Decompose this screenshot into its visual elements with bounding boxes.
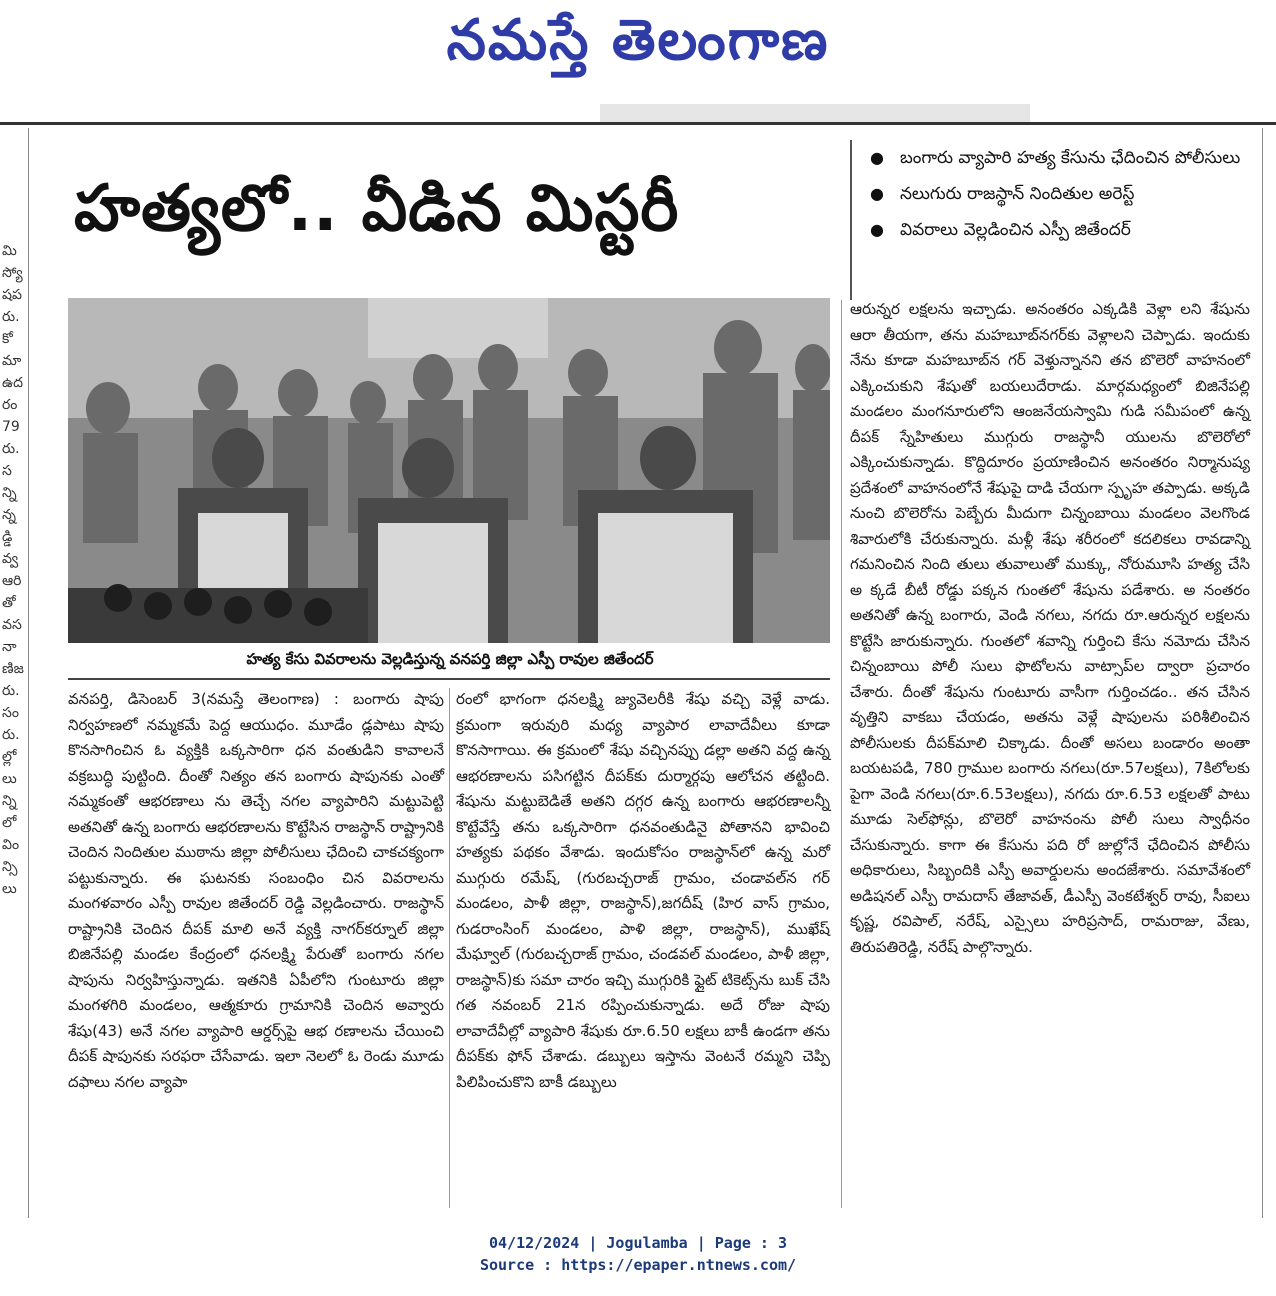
press-conference-photo xyxy=(68,298,830,643)
left-edge-fragment: సం xyxy=(2,705,19,721)
left-edge-fragment: న్సి xyxy=(2,859,18,875)
photo-caption: హత్య కేసు వివరాలను వెల్లడిస్తున్న వనపర్తి జిల్లా ఎస్పీ రావుల జితేందర్ xyxy=(246,650,654,668)
left-edge-fragment: ల్లో xyxy=(2,749,17,765)
bullet-icon: ● xyxy=(870,220,884,239)
left-edge-fragment: రు. xyxy=(2,441,20,457)
left-edge-text xyxy=(0,128,28,900)
footer-source-link[interactable]: Source : https://epaper.ntnews.com/ xyxy=(479,1256,797,1274)
left-edge-fragment: ణిజ xyxy=(2,661,24,677)
left-edge-fragment: రం xyxy=(2,397,18,413)
bullet-icon: ● xyxy=(870,148,884,167)
footer-date-edition: 04/12/2024 | Jogulamba | Page : 3 xyxy=(488,1234,787,1252)
right-column-fragment xyxy=(1262,128,1276,1218)
left-edge-fragment: స xyxy=(2,463,12,479)
caption-rule xyxy=(68,678,830,680)
left-edge-fragment: లు xyxy=(2,881,17,897)
left-edge-fragment: న్ని xyxy=(2,793,17,809)
masthead-rule xyxy=(0,122,1276,125)
left-edge-fragment: షప xyxy=(2,287,22,303)
left-edge-fragment: నా xyxy=(2,639,17,655)
article-paragraph: ఆరున్నర లక్షలను ఇచ్చాడు. అనంతరం ఎక్కడికి వెళ్లా లని శేషును ఆరా తీయగా, తను మహబూబ్‌నగర్‌కు వెళ్లాలని చెప్పాడు. ఇందుకు నేను కూడా మహబూబ్‌న గర్ వెళ్తున్నానని తన బొలెరో వాహనంలో ఎక్కించుకుని శేషుతో బయలుదేరాడు. మార్గమధ్యంలో బిజినేపల్లి మండలం మంగనూరులోని ఆంజనేయస్వామి గుడి సమీపంలో ఉన్న దీపక్ స్నేహితులు ముగ్గురు రాజస్థానీ యులను బొలెరోలో ఎక్కించుకున్నాడు. కొద్దిదూరం ప్రయాణించిన అనంతరం నిర్మానుష్య ప్రదేశంలో వాహనంలోనే శేషుపై దాడి చేయగా స్పృహ తప్పాడు. అక్కడి నుంచి బొలెరోను పెబ్బేరు మీదుగా చిన్నంబాయి మండలం వెలగొండ శివారులోకి చేరుకున్నారు. మళ్లీ శేషు శరీరంలో కదలికలు రావడాన్ని గమనించిన నింది తులు తువాలుతో ముక్కు, నోరుమూసి హత్య చేసి అ క్కడే బీటీ రోడ్డు పక్కన గుంతలో శేషును పడేశారు. అ నంతరం అతనితో ఉన్న బంగారు, వెండి నగలు, నగదు రూ.ఆరున్నర లక్షలను కొట్టేసి జారుకున్నారు. గుంతలో శవాన్ని గుర్తించి కేసు నమోదు చేసిన చిన్నంబాయి పోలీ సులు ఫొటోలను వాట్సాప్‌ల ద్వారా ప్రచారం చేశారు. దీంతో శేషును గుంటూరు వాసీగా గుర్తించడం.. తన చేసిన వృత్తిని వాకబు చేయడం, అతను వెళ్లే షాపులను పరిశీలించిన పోలీసులకు దీపక్‌మాలి చిక్కాడు. దీంతో అసలు బండారం అంతా బయటపడి, 780 గ్రాముల బంగారు నగలు(రూ.57లక్షలు), 7కిలోలకు పైగా వెండి నగలు(రూ.6.53లక్షలు), నగదు రూ.6.53 లక్షలతో పాటు మూడు సెల్‌ఫోన్లు, బొలెరో వాహనంను పోలీ సులు స్వాధీనం చేసుకున్నారు. కాగా ఈ కేసును పది రో జుల్లోనే ఛేదించిన పోలీసు అధికారులు, సిబ్బందికి ఎస్పీ అవార్డులను అందజేశారు. సమావేశంలో అడిషనల్ ఎస్పీ రామదాస్ తేజావత్, డీఎస్పీ వెంకటేశ్వర్ రావు, సీఐలు కృష్ణ, రవిపాల్, నరేష్, ఎస్సైలు హరిప్రసాద్, రామరాజు, వేణు, తిరుపతిరెడ్డి, నరేష్ పాల్గొన్నారు. xyxy=(850,300,1250,956)
article-paragraph: వనపర్తి, డిసెంబర్ 3(నమస్తే తెలంగాణ) : బంగారు షాపు నిర్వహణలో నమ్మకమే పెద్ద ఆయుధం. మూడేం డ్లపాటు షాపు కొనసాగించిన ఓ వ్యక్తికి ఒక్కసారిగా ధన వంతుడిని కావాలనే వక్రబుద్ధి పుట్టింది. దీంతో నిత్యం తన బంగారు షాపునకు ఎంతో నమ్మకంతో ఆభరణాలు ను తెచ్చే నగల వ్యాపారిని మట్టుపెట్టి అతనితో ఉన్న బంగారు ఆభరణాలను కొట్టేసిన రాజస్థాన్ రాష్ట్రానికి చెందిన నిందితుల ముఠాను జిల్లా పోలీసులు ఛేదించి చాకచక్యంగా పట్టుకున్నారు. ఈ ఘటనకు సంబంధిం చిన వివరాలను మంగళవారం ఎస్పీ రావుల జితేందర్ రెడ్డి వెల్లడించారు. రాజస్థాన్ రాష్ట్రానికి చెందిన దీపక్ మాలి అనే వ్యక్తి నాగర్‌కర్నూల్ జిల్లా బిజినేపల్లి మండల కేంద్రంలో ధనలక్ష్మి పేరుతో బంగారు నగల షాపును నిర్వహిస్తున్నాడు. ఇతనికి ఏపీలోని గుంటూరు జిల్లా మంగళగిరి మండలం, ఆత్మకూరు గ్రామానికి చెందిన అవ్వారు శేషు(43) అనే నగల వ్యాపారి ఆర్డర్స్‌పై ఆభ రణాలను చేయించి దీపక్ షాపునకు సరఫరా చేసేవాడు. ఇలా నెలలో ఓ రెండు మూడు దఫాలు నగల వ్యాపా xyxy=(68,690,444,1091)
article-column-2 xyxy=(456,687,830,1095)
left-edge-fragment: తో xyxy=(2,595,16,611)
left-edge-fragment: కో xyxy=(2,331,13,347)
left-edge-fragment: ఉద xyxy=(2,375,24,391)
left-edge-fragment: మి xyxy=(2,243,17,259)
left-edge-fragment: రు. xyxy=(2,309,20,325)
left-edge-fragment: రు. xyxy=(2,683,20,699)
left-edge-fragment: స్యో xyxy=(2,265,23,281)
left-edge-fragment: వస xyxy=(2,617,22,633)
article-column-3 xyxy=(850,297,1250,960)
left-edge-fragment: రు. xyxy=(2,727,20,743)
left-edge-fragment: విం xyxy=(2,837,20,853)
highlight-item: ● నలుగురు రాజస్థాన్ నిందితుల అరెస్ట్ xyxy=(860,176,1250,212)
newspaper-logo: నమస్తే తెలంగాణ xyxy=(446,8,830,73)
column-divider xyxy=(841,300,842,1208)
column-divider xyxy=(449,688,450,1208)
left-edge-fragment: డ్డి xyxy=(2,529,13,545)
left-edge-fragment: 79 xyxy=(2,419,20,435)
left-edge-fragment: వ్వ xyxy=(2,551,19,567)
bullet-icon: ● xyxy=(870,184,884,203)
left-edge-fragment: న్న xyxy=(2,507,16,523)
left-column-fragment xyxy=(0,128,29,1218)
masthead-shade xyxy=(600,104,1030,122)
article-column-1 xyxy=(68,687,444,1095)
highlight-item: ● బంగారు వ్యాపారి హత్య కేసును ఛేదించిన పోలీసులు xyxy=(860,140,1250,176)
left-edge-fragment: లు xyxy=(2,771,17,787)
article-paragraph: రంలో భాగంగా ధనలక్ష్మి జ్యువెలరీకి శేషు వచ్చి వెళ్లే వాడు. క్రమంగా ఇరువురి మధ్య వ్యాపార లావాదేవీలు కూడా కొనసాగాయి. ఈ క్రమంలో శేషు వచ్చినప్పు డల్లా అతని వద్ద ఉన్న ఆభరణాలను పసిగట్టిన దీపక్‌కు దుర్మార్గపు ఆలోచన తట్టింది. శేషును మట్టుబెడితే అతని దగ్గర ఉన్న బంగారు ఆభరణాలన్నీ కొట్టేవేస్తే తను ఒక్కసారిగా ధనవంతుడినై పోతానని భావించి హత్యకు పథకం వేశాడు. ఇందుకోసం రాజస్థాన్‌లో ఉన్న మరో ముగ్గురు రమేష్, (గురబచ్చరాజ్ గ్రామం, చండావల్‌న గర్ మండలం, పాళీ జిల్లా, రాజస్థాన్),జగదీష్ (హిర వాస్ గ్రామం, గుడరాంసింగ్ మండలం, పాళి జిల్లా, రాజస్థాన్), ముఖేష్ మేఘ్వాల్ (గురబచ్చరాజ్ గ్రామం, చండవల్ మండలం, పాళీ జిల్లా, రాజస్థాన్)కు సమా చారం ఇచ్చి ముగ్గురికి ఫ్లైట్ టికెట్స్‌ను బుక్ చేసి గత నవంబర్ 21న రప్పించుకున్నాడు. అదే రోజు షాపు లావాదేవీల్లో వ్యాపారి శేషుకు రూ.6.50 లక్షలు బాకీ ఉండగా తను దీపక్‌కు ఫోన్ చేశాడు. డబ్బులు ఇస్తాను వెంటనే రమ్మని చెప్పి పిలిపించుకొని బాకీ డబ్బులు xyxy=(456,690,830,1091)
highlight-item: ● వివరాలు వెల్లడించిన ఎస్పీ జితేందర్ xyxy=(860,212,1250,248)
masthead xyxy=(0,0,1276,120)
left-edge-fragment: న్ని xyxy=(2,485,17,501)
highlights-rule xyxy=(850,140,852,300)
article-highlights xyxy=(860,140,1250,248)
left-edge-fragment: ఆరి xyxy=(2,573,22,589)
article-headline: హత్యలో.. వీడిన మిస్టరీ xyxy=(74,172,680,246)
left-edge-fragment: మా xyxy=(2,353,22,369)
left-edge-fragment: లో xyxy=(2,815,17,831)
